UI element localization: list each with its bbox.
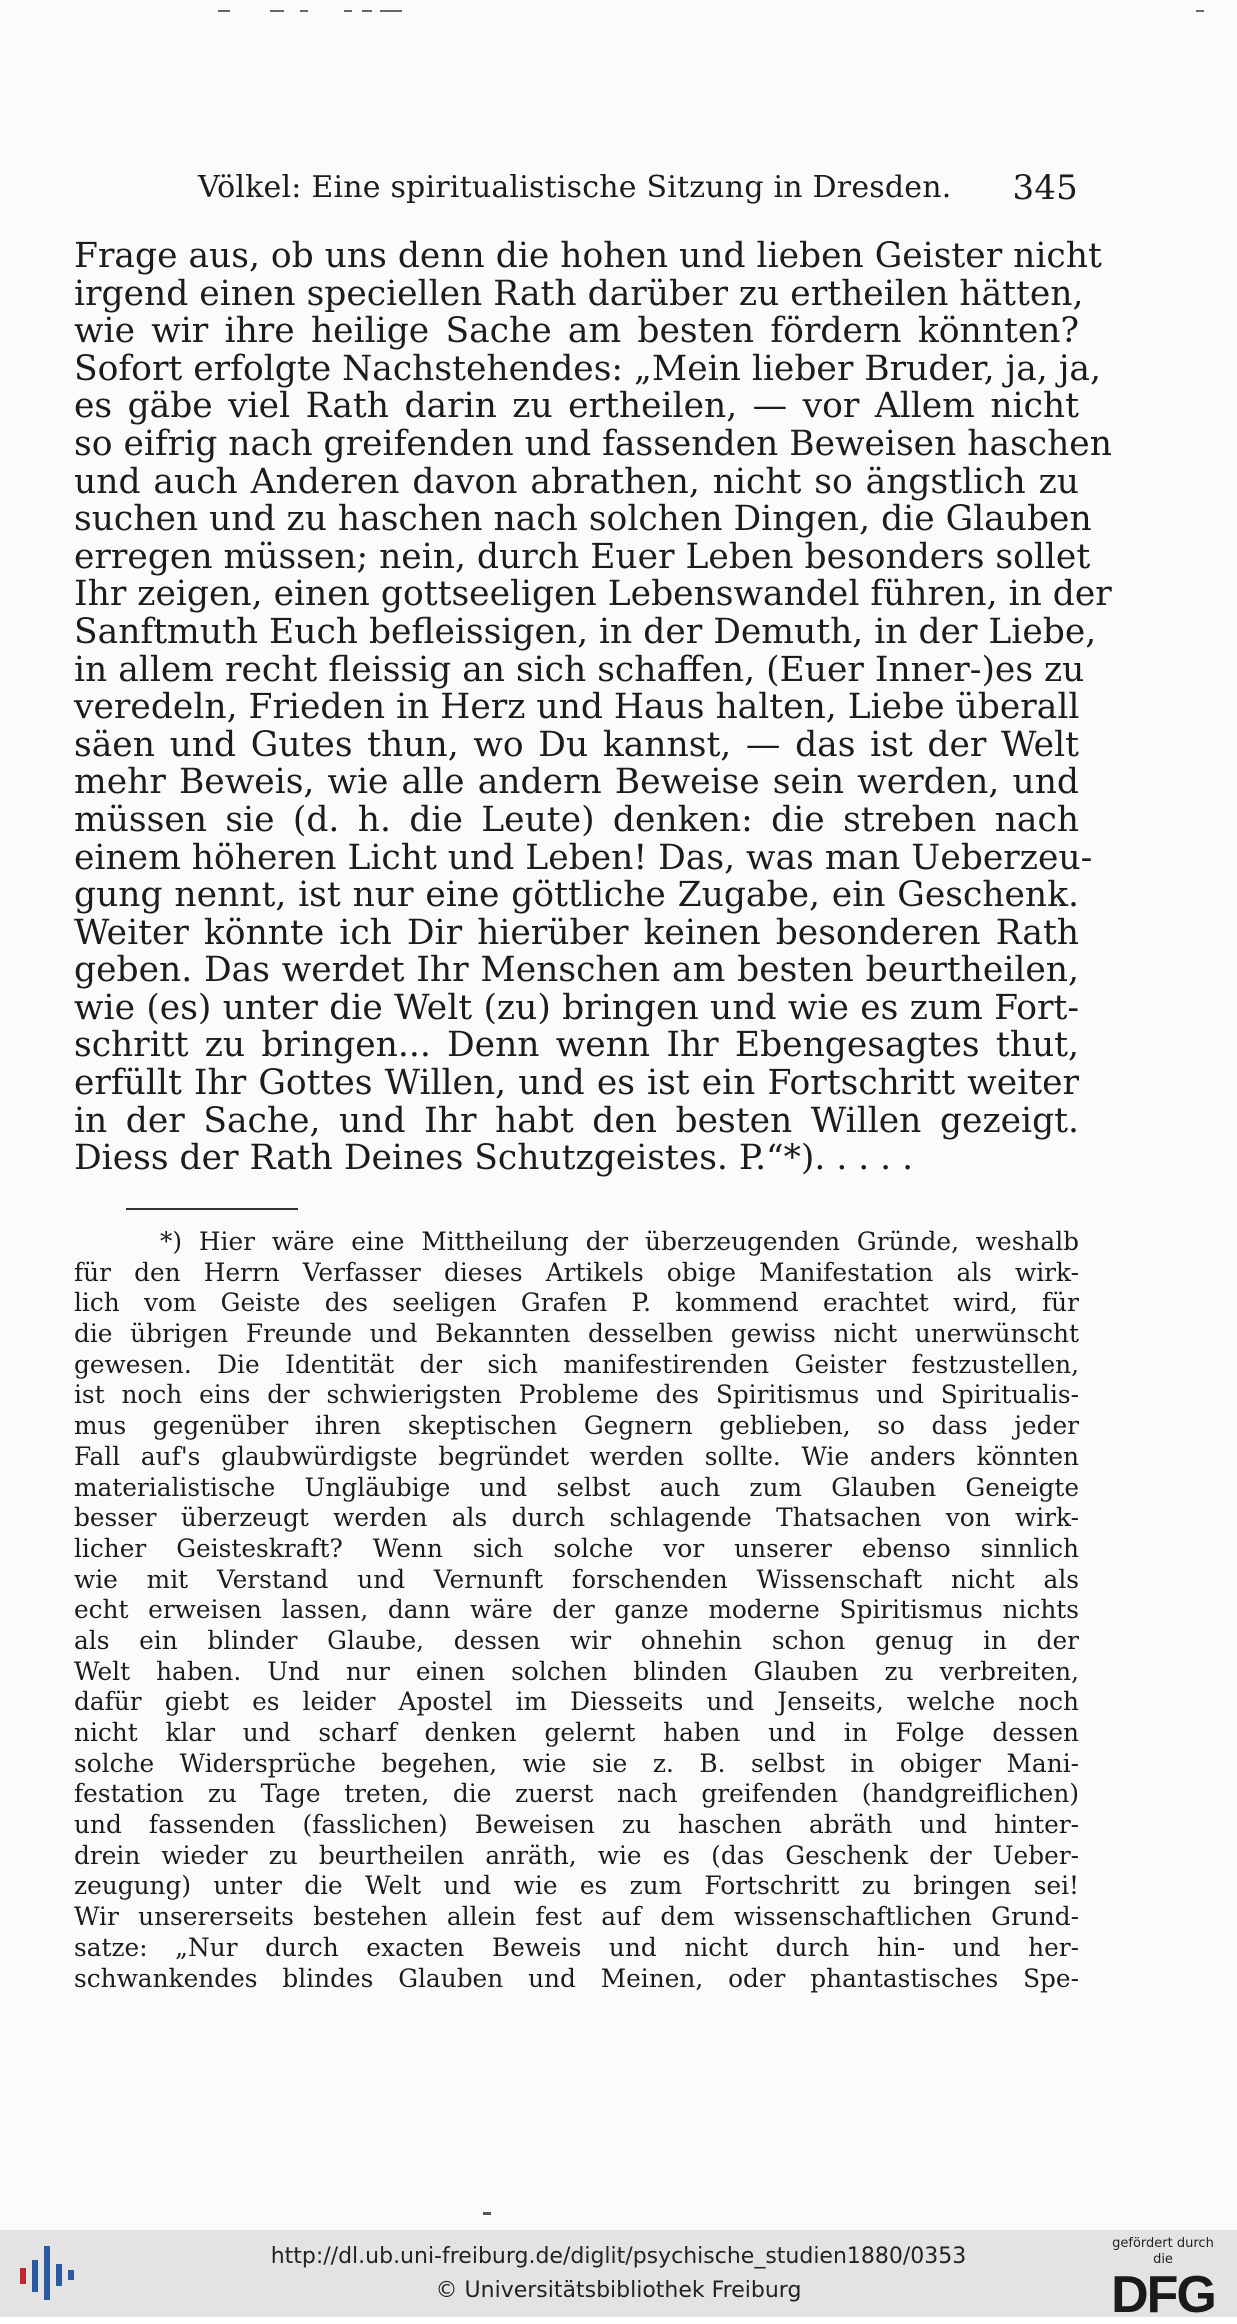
footnote-line: ist noch eins der schwierigsten Probleme des Spiritismus und Spiritualis- bbox=[74, 1380, 1079, 1410]
body-line: veredeln, Frieden in Herz und Haus halten, Liebe überall bbox=[74, 687, 1080, 728]
permalink[interactable]: http://dl.ub.uni-freiburg.de/diglit/psychische_studien1880/0353 bbox=[270, 2244, 967, 2269]
footnote-line: wie mit Verstand und Vernunft forschenden Wissenschaft nicht als bbox=[74, 1564, 1079, 1594]
body-line: Weiter könnte ich Dir hierüber keinen besonderen Rath bbox=[74, 912, 1079, 953]
footnote-line: dafür giebt es leider Apostel im Diesseits und Jenseits, welche noch bbox=[74, 1687, 1079, 1717]
body-line: Frage aus, ob uns denn die hohen und lieben Geister nicht bbox=[74, 236, 1102, 276]
footnote-line: licher Geisteskraft? Wenn sich solche vor unserer ebenso sinnlich bbox=[74, 1533, 1079, 1563]
page-number: 345 bbox=[1012, 168, 1078, 208]
body-line: in der Sache, und Ihr habt den besten Willen gezeigt. bbox=[74, 1100, 1079, 1141]
footnote-line: Fall auf's glaubwürdigste begründet werden sollte. Wie anders könnten bbox=[74, 1441, 1079, 1471]
body-line: wie (es) unter die Welt (zu) bringen und wie es zum Fort- bbox=[74, 987, 1079, 1028]
scan-speck bbox=[483, 2212, 491, 2215]
footnote-line: drein wieder zu beurtheilen anräth, wie es (das Geschenk der Ueber- bbox=[74, 1840, 1079, 1870]
footnote-line: *) Hier wäre eine Mittheilung der überzeugenden Gründe, weshalb bbox=[160, 1227, 1079, 1256]
running-head bbox=[198, 165, 1078, 211]
sponsor-note: gefördert durch die bbox=[1112, 2236, 1214, 2267]
dfg-logo-icon: DFG bbox=[1111, 2266, 1215, 2324]
footnote-line: Wir unsererseits bestehen allein fest auf dem wissenschaftlichen Grund- bbox=[74, 1902, 1079, 1932]
footnote-line: solche Widersprüche begehen, wie sie z. B. selbst in obiger Mani- bbox=[74, 1748, 1079, 1778]
footnote-line: satze: „Nur durch exacten Beweis und nicht durch hin- und her- bbox=[74, 1932, 1079, 1962]
footnote-line: nicht klar und scharf denken gelernt haben und in Folge dessen bbox=[74, 1718, 1079, 1747]
footnote-line: festation zu Tage treten, die zuerst nach greifenden (handgreiflichen) bbox=[74, 1779, 1079, 1809]
footnote-line: Welt haben. Und nur einen solchen blinden Glauben zu verbreiten, bbox=[74, 1656, 1079, 1686]
running-title: Völkel: Eine spiritualistische Sitzung in Dresden. bbox=[198, 170, 952, 205]
footnote-line: gewesen. Die Identität der sich manifestirenden Geister festzustellen, bbox=[74, 1349, 1079, 1379]
body-line: suchen und zu haschen nach solchen Dingen, die Glauben bbox=[74, 499, 1092, 540]
body-line: Diess der Rath Deines Schutzgeistes. P.“*). . . . . bbox=[74, 1138, 914, 1179]
footnote bbox=[74, 1227, 1079, 1994]
body-line: Ihr zeigen, einen gottseeligen Lebenswandel führen, in der bbox=[74, 574, 1112, 615]
footnote-line: lich vom Geiste des seeligen Grafen P. kommend erachtet wird, für bbox=[74, 1288, 1079, 1318]
footnote-line: und fassenden (fasslichen) Beweisen zu haschen abräth und hinter- bbox=[74, 1810, 1079, 1840]
body-line: es gäbe viel Rath darin zu ertheilen, — vor Allem nicht bbox=[74, 386, 1079, 427]
body-line: müssen sie (d. h. die Leute) denken: die streben nach bbox=[74, 799, 1079, 840]
copyright-notice: © Universitätsbibliothek Freiburg bbox=[435, 2278, 802, 2303]
dfg-sponsor bbox=[1103, 2236, 1223, 2324]
body-line: säen und Gutes thun, wo Du kannst, — das ist der Welt bbox=[74, 724, 1079, 765]
body-line: erfüllt Ihr Gottes Willen, und es ist ein Fortschritt weiter bbox=[74, 1063, 1079, 1104]
footnote-line: als ein blinder Glaube, dessen wir ohnehin schon genug in der bbox=[74, 1625, 1079, 1655]
body-line: irgend einen speciellen Rath darüber zu ertheilen hätten, bbox=[74, 273, 1084, 314]
footnote-line: zeugung) unter die Welt und wie es zum Fortschritt zu bringen sei! bbox=[74, 1871, 1079, 1901]
viewer-footer bbox=[0, 2230, 1237, 2324]
body-line: erregen müssen; nein, durch Euer Leben besonders sollet bbox=[74, 536, 1091, 577]
footnote-separator bbox=[126, 1208, 298, 1210]
body-line: Sofort erfolgte Nachstehendes: „Mein lieber Bruder, ja, ja, bbox=[74, 348, 1101, 389]
top-edge-marks bbox=[0, 6, 1237, 16]
body-line: geben. Das werdet Ihr Menschen am besten beurtheilen, bbox=[74, 950, 1079, 991]
body-text bbox=[74, 236, 1112, 1179]
body-line: Sanftmuth Euch befleissigen, in der Demuth, in der Liebe, bbox=[74, 611, 1097, 652]
body-line: so eifrig nach greifenden und fassenden Beweisen haschen bbox=[74, 423, 1112, 464]
body-line: wie wir ihre heilige Sache am besten fördern könnten? bbox=[74, 311, 1079, 352]
body-line: schritt zu bringen... Denn wenn Ihr Ebengesagtes thut, bbox=[74, 1025, 1079, 1066]
footnote-line: schwankendes blindes Glauben und Meinen, oder phantastisches Spe- bbox=[74, 1963, 1079, 1993]
footnote-line: besser überzeugt werden als durch schlagende Thatsachen von wirk- bbox=[74, 1503, 1079, 1533]
body-line: mehr Beweis, wie alle andern Beweise sein werden, und bbox=[74, 762, 1079, 803]
footnote-line: mus gegenüber ihren skeptischen Gegnern geblieben, so dass jeder bbox=[74, 1411, 1079, 1441]
body-line: und auch Anderen davon abrathen, nicht so ängstlich zu bbox=[74, 461, 1079, 502]
body-line: in allem recht fleissig an sich schaffen, (Euer Inner-)es zu bbox=[74, 649, 1085, 690]
footnote-line: materialistische Ungläubige und selbst auch zum Glauben Geneigte bbox=[74, 1472, 1079, 1502]
footnote-line: echt erweisen lassen, dann wäre der ganze moderne Spiritismus nichts bbox=[74, 1595, 1079, 1625]
footnote-line: für den Herrn Verfasser dieses Artikels obige Manifestation als wirk- bbox=[74, 1257, 1079, 1287]
body-line: gung nennt, ist nur eine göttliche Zugabe, ein Geschenk. bbox=[74, 875, 1079, 916]
footnote-line: die übrigen Freunde und Bekannten desselben gewiss nicht unerwünscht bbox=[74, 1319, 1079, 1349]
body-line: einem höheren Licht und Leben! Das, was man Ueberzeu- bbox=[74, 837, 1093, 878]
